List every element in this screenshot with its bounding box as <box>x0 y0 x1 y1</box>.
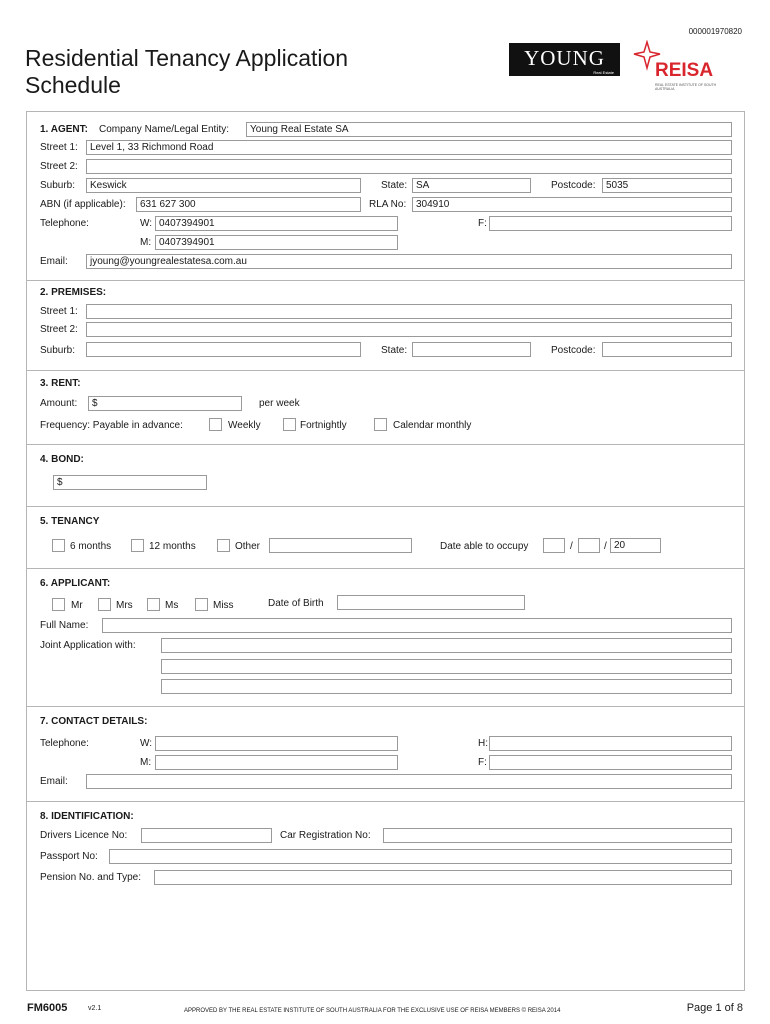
dob-label: Date of Birth <box>268 598 324 609</box>
agent-street1-label: Street 1: <box>40 142 78 153</box>
six-months-label: 6 months <box>70 541 112 552</box>
young-logo-subtext: Real Estate <box>593 70 614 75</box>
contact-email-field[interactable] <box>86 774 732 789</box>
agent-suburb-label: Suburb: <box>40 180 76 191</box>
agent-heading: 1. AGENT: <box>40 124 88 135</box>
joint-application-label: Joint Application with: <box>40 640 136 651</box>
fortnightly-label: Fortnightly <box>300 420 347 431</box>
applicant-heading: 6. APPLICANT: <box>40 578 111 589</box>
section-divider <box>27 370 745 371</box>
pension-label: Pension No. and Type: <box>40 872 141 883</box>
contact-work-phone-field[interactable] <box>155 736 398 751</box>
calendar-monthly-label: Calendar monthly <box>393 420 472 431</box>
joint-applicant-field-1[interactable] <box>161 638 732 653</box>
occupy-date-label: Date able to occupy <box>440 541 529 552</box>
dob-field[interactable] <box>337 595 525 610</box>
company-label: Company Name/Legal Entity: <box>99 124 230 135</box>
section-divider <box>27 801 745 802</box>
weekly-checkbox[interactable] <box>209 418 222 431</box>
reisa-logo-subtext: REAL ESTATE INSTITUTE OF SOUTH AUSTRALIA <box>655 83 717 91</box>
calendar-monthly-checkbox[interactable] <box>374 418 387 431</box>
agent-email-field[interactable]: jyoung@youngrealestatesa.com.au <box>86 254 732 269</box>
agent-mobile-label: M: <box>140 237 152 248</box>
company-field[interactable]: Young Real Estate SA <box>246 122 732 137</box>
contact-home-phone-field[interactable] <box>489 736 732 751</box>
agent-mobile-field[interactable]: 0407394901 <box>155 235 398 250</box>
date-separator: / <box>604 541 607 552</box>
agent-work-label: W: <box>140 218 153 229</box>
twelve-months-checkbox[interactable] <box>131 539 144 552</box>
premises-postcode-field[interactable] <box>602 342 732 357</box>
agent-email-label: Email: <box>40 256 68 267</box>
contact-home-label: H: <box>478 738 488 749</box>
contact-email-label: Email: <box>40 776 68 787</box>
passport-label: Passport No: <box>40 851 98 862</box>
per-week-label: per week <box>259 398 300 409</box>
contact-heading: 7. CONTACT DETAILS: <box>40 716 148 727</box>
agent-postcode-label: Postcode: <box>551 180 596 191</box>
section-divider <box>27 280 745 281</box>
premises-street2-field[interactable] <box>86 322 732 337</box>
title-ms-checkbox[interactable] <box>147 598 160 611</box>
agent-suburb-field[interactable]: Keswick <box>86 178 361 193</box>
reisa-logo <box>633 40 733 96</box>
rla-field[interactable]: 304910 <box>412 197 732 212</box>
agent-fax-label: F: <box>478 218 487 229</box>
premises-street1-field[interactable] <box>86 304 732 319</box>
premises-street1-label: Street 1: <box>40 306 78 317</box>
tenancy-heading: 5. TENANCY <box>40 516 100 527</box>
joint-applicant-field-3[interactable] <box>161 679 732 694</box>
weekly-label: Weekly <box>228 420 261 431</box>
premises-suburb-field[interactable] <box>86 342 361 357</box>
agent-street2-label: Street 2: <box>40 161 78 172</box>
footer-approval-note: APPROVED BY THE REAL ESTATE INSTITUTE OF SOUTH AUSTRALIA FOR THE EXCLUSIVE USE OF REISA MEMBERS © REISA 2014 <box>184 1008 561 1014</box>
page-title: Residential Tenancy Application Schedule <box>25 45 349 98</box>
rla-label: RLA No: <box>369 199 407 210</box>
occupy-day-field[interactable] <box>543 538 565 553</box>
contact-telephone-label: Telephone: <box>40 738 89 749</box>
title-mr-label: Mr <box>71 600 83 611</box>
agent-state-field[interactable]: SA <box>412 178 531 193</box>
pension-field[interactable] <box>154 870 732 885</box>
form-code: FM6005 <box>27 1002 68 1014</box>
car-registration-field[interactable] <box>383 828 732 843</box>
abn-label: ABN (if applicable): <box>40 199 126 210</box>
occupy-year-field[interactable]: 20 <box>610 538 661 553</box>
premises-suburb-label: Suburb: <box>40 345 76 356</box>
rent-amount-label: Amount: <box>40 398 78 409</box>
other-term-field[interactable] <box>269 538 412 553</box>
full-name-field[interactable] <box>102 618 732 633</box>
full-name-label: Full Name: <box>40 620 89 631</box>
agent-state-label: State: <box>381 180 408 191</box>
premises-postcode-label: Postcode: <box>551 345 596 356</box>
contact-fax-label: F: <box>478 757 487 768</box>
premises-state-label: State: <box>381 345 408 356</box>
bond-amount-field[interactable]: $ <box>53 475 207 490</box>
car-registration-label: Car Registration No: <box>280 830 371 841</box>
other-checkbox[interactable] <box>217 539 230 552</box>
premises-heading: 2. PREMISES: <box>40 287 107 298</box>
licence-label: Drivers Licence No: <box>40 830 128 841</box>
contact-work-label: W: <box>140 738 153 749</box>
title-mr-checkbox[interactable] <box>52 598 65 611</box>
agent-work-phone-field[interactable]: 0407394901 <box>155 216 398 231</box>
premises-street2-label: Street 2: <box>40 324 78 335</box>
contact-mobile-label: M: <box>140 757 152 768</box>
section-divider <box>27 568 745 569</box>
form-version: v2.1 <box>88 1005 102 1012</box>
section-divider <box>27 444 745 445</box>
identification-heading: 8. IDENTIFICATION: <box>40 811 134 822</box>
agent-street2-field[interactable] <box>86 159 732 174</box>
occupy-month-field[interactable] <box>578 538 600 553</box>
young-logo <box>509 43 620 76</box>
title-mrs-checkbox[interactable] <box>98 598 111 611</box>
joint-applicant-field-2[interactable] <box>161 659 732 674</box>
agent-fax-field[interactable] <box>489 216 732 231</box>
title-miss-checkbox[interactable] <box>195 598 208 611</box>
rent-frequency-label: Frequency: Payable in advance: <box>40 420 183 431</box>
title-ms-label: Ms <box>165 600 179 611</box>
section-divider <box>27 506 745 507</box>
date-separator: / <box>570 541 573 552</box>
contact-fax-field[interactable] <box>489 755 732 770</box>
page-number: Page 1 of 8 <box>686 1002 743 1014</box>
agent-telephone-label: Telephone: <box>40 218 89 229</box>
title-miss-label: Miss <box>213 600 234 611</box>
premises-state-field[interactable] <box>412 342 531 357</box>
bond-heading: 4. BOND: <box>40 454 84 465</box>
six-months-checkbox[interactable] <box>52 539 65 552</box>
rent-heading: 3. RENT: <box>40 378 81 389</box>
title-mrs-label: Mrs <box>116 600 133 611</box>
licence-field[interactable] <box>141 828 272 843</box>
agent-postcode-field[interactable]: 5035 <box>602 178 732 193</box>
fortnightly-checkbox[interactable] <box>283 418 296 431</box>
passport-field[interactable] <box>109 849 732 864</box>
contact-mobile-field[interactable] <box>155 755 398 770</box>
rent-amount-field[interactable]: $ <box>88 396 242 411</box>
agent-street1-field[interactable]: Level 1, 33 Richmond Road <box>86 140 732 155</box>
abn-field[interactable]: 631 627 300 <box>136 197 361 212</box>
young-logo-text: YOUNG <box>524 46 605 70</box>
twelve-months-label: 12 months <box>149 541 196 552</box>
document-number: 000001970820 <box>688 27 742 36</box>
section-divider <box>27 706 745 707</box>
reisa-logo-text: REISA <box>655 60 714 81</box>
other-label: Other <box>235 541 261 552</box>
